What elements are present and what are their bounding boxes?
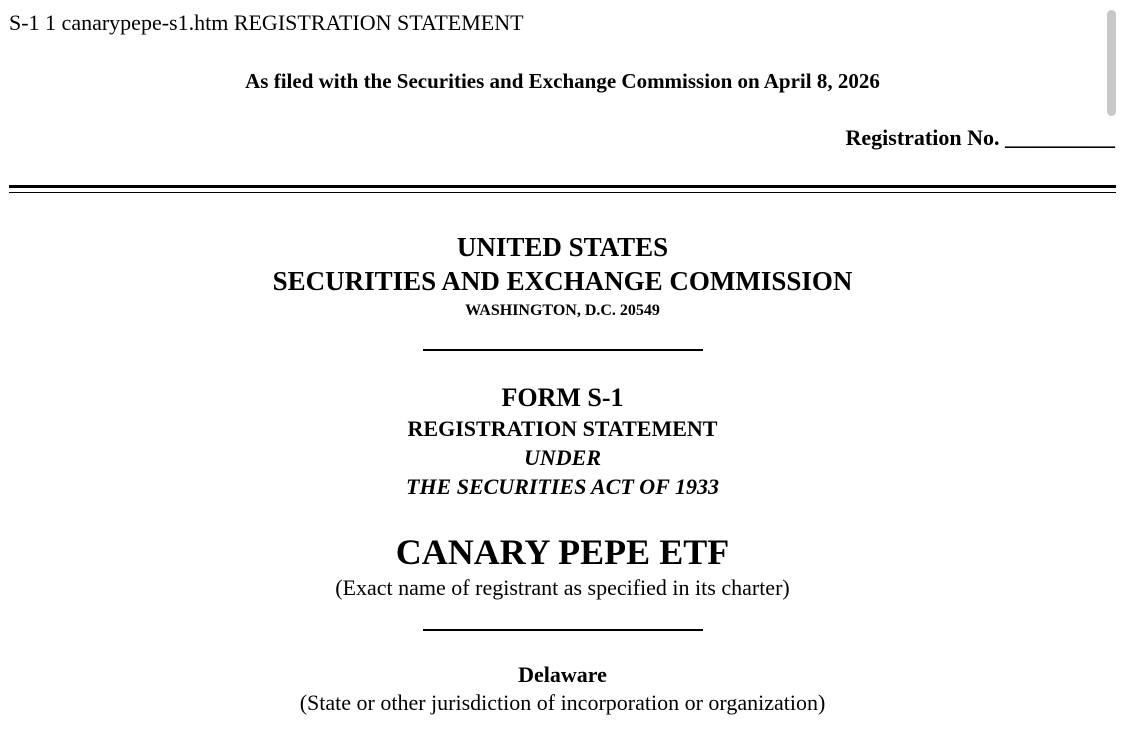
registrant-state-caption: (State or other jurisdiction of incorporation or organization) [299,690,826,715]
registrant-state: Delaware [518,662,607,687]
registrant-name: CANARY PEPE ETF [395,532,730,572]
vertical-scrollbar-thumb[interactable] [1107,10,1116,116]
section-divider [423,349,703,351]
agency-name: SECURITIES AND EXCHANGE COMMISSION [272,266,853,296]
double-rule-bottom [9,192,1116,193]
document-header-line: S-1 1 canarypepe-s1.htm REGISTRATION STATEMENT [9,10,524,35]
registrant-name-caption: (Exact name of registrant as specified in its charter) [335,575,790,600]
filed-with-sec-line: As filed with the Securities and Exchange Commission on April 8, 2026 [245,69,880,93]
form-under: UNDER [523,445,601,470]
form-type: REGISTRATION STATEMENT [407,416,718,441]
agency-country: UNITED STATES [456,232,669,262]
form-title: FORM S-1 [501,383,624,412]
form-act: THE SECURITIES ACT OF 1933 [406,474,719,499]
double-rule-top [9,185,1116,188]
section-divider [423,629,703,631]
registration-number: Registration No. __________ [845,125,1115,150]
agency-address: WASHINGTON, D.C. 20549 [465,302,660,319]
